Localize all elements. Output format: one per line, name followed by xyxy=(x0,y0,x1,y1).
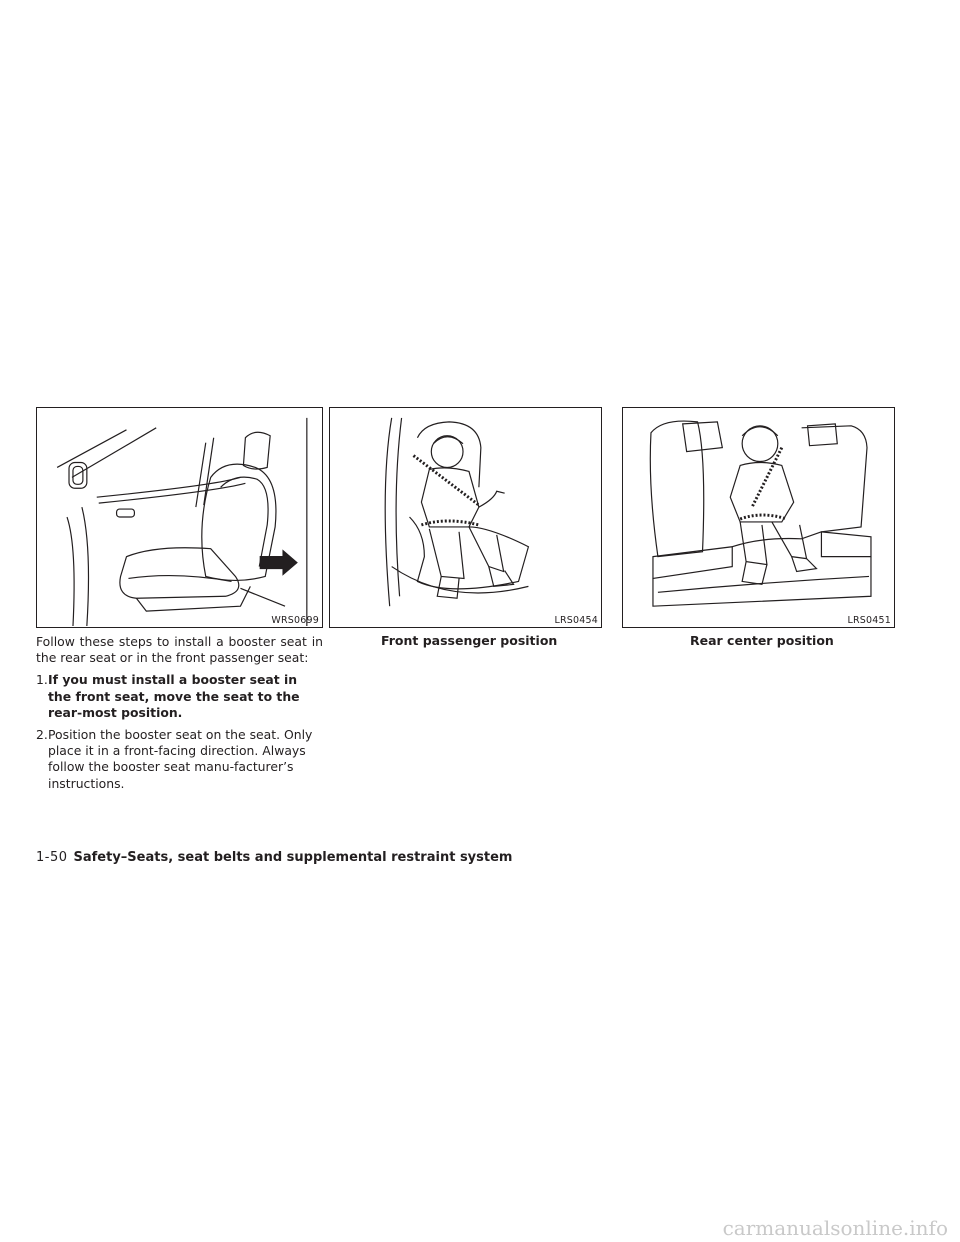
figure-caption: Rear center position xyxy=(690,633,834,648)
step-1-number: 1. xyxy=(36,672,48,688)
figure-code: LRS0454 xyxy=(554,615,598,626)
watermark: carmanualsonline.info xyxy=(722,1216,948,1240)
figure-rear-center xyxy=(622,407,895,628)
figure-code: WRS0699 xyxy=(271,615,319,626)
seat-illustration xyxy=(37,408,322,627)
figure-caption: Front passenger position xyxy=(381,633,558,648)
intro-paragraph: Follow these steps to install a booster seat in the rear seat or in the front passenger seat: xyxy=(36,634,323,666)
page-footer xyxy=(36,850,512,865)
figure-front-passenger xyxy=(329,407,602,628)
page-number: 1-50 xyxy=(36,850,68,865)
section-title: Safety–Seats, seat belts and supplemental restraint system xyxy=(73,850,513,865)
step-1 xyxy=(36,672,323,721)
step-2-number: 2. xyxy=(36,727,48,743)
step-2 xyxy=(36,727,323,792)
step-1-text: If you must install a booster seat in the front seat, move the seat to the rear-most position. xyxy=(48,672,300,720)
instructions-column xyxy=(36,634,323,792)
booster-front-illustration xyxy=(330,408,601,627)
booster-rear-illustration xyxy=(623,408,894,627)
figure-code: LRS0451 xyxy=(847,615,891,626)
figure-seat-rearmost xyxy=(36,407,323,628)
step-2-text: Position the booster seat on the seat. Only place it in a front-facing direction. Always follow the booster seat manu-facturer’s instructions. xyxy=(48,727,313,791)
